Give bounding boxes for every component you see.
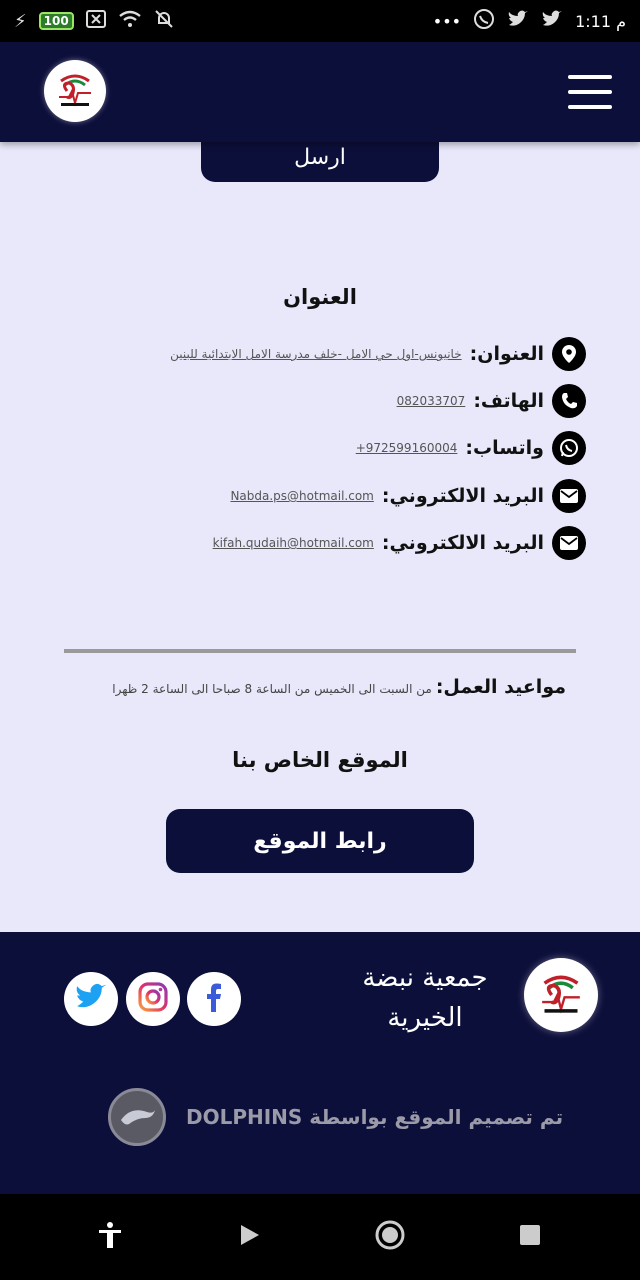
status-right <box>433 8 626 35</box>
mail-icon <box>552 526 586 560</box>
association-logo[interactable] <box>44 60 106 122</box>
email-link[interactable]: Nabda.ps@hotmail.com <box>230 489 374 503</box>
instagram-icon <box>137 981 169 1017</box>
accessibility-icon <box>97 1221 123 1253</box>
twitter-icon <box>74 983 108 1015</box>
contact-label: العنوان: <box>469 343 544 365</box>
clock: 1:11 م <box>575 11 626 31</box>
menu-line <box>568 105 612 109</box>
phone-link[interactable]: 082033707 <box>396 394 466 408</box>
accessibility-button[interactable] <box>85 1212 135 1262</box>
notifications-off-icon <box>154 9 174 34</box>
status-left <box>14 9 174 34</box>
footer <box>0 932 640 1194</box>
whatsapp-link[interactable]: +972599160004 <box>355 441 458 455</box>
twitter-notification-icon <box>507 10 529 33</box>
dolphins-logo <box>108 1088 166 1146</box>
facebook-icon <box>201 982 227 1016</box>
footer-logo <box>524 958 598 1032</box>
menu-line <box>568 75 612 79</box>
phone-icon <box>552 384 586 418</box>
email-link[interactable]: kifah.qudaih@hotmail.com <box>212 536 374 550</box>
mail-icon <box>552 479 586 513</box>
contact-label: الهاتف: <box>473 390 544 412</box>
instagram-button[interactable] <box>126 972 180 1026</box>
home-button[interactable] <box>365 1212 415 1262</box>
main-content <box>0 142 640 932</box>
website-link-button[interactable]: رابط الموقع <box>166 809 474 873</box>
more-notifications-indicator: ••• <box>432 11 462 31</box>
website-section-title: الموقع الخاص بنا <box>232 748 408 772</box>
play-triangle-icon <box>239 1223 261 1251</box>
twitter-notification-icon <box>541 10 563 33</box>
sim-off-icon <box>86 10 106 33</box>
contact-row-phone <box>397 383 586 419</box>
system-nav-bar <box>0 1194 640 1280</box>
working-hours-value: من السبت الى الخميس من الساعة 8 صباحا الى الساعة 2 ظهرا <box>112 682 432 696</box>
status-bar <box>0 0 640 42</box>
location-pin-icon <box>552 337 586 371</box>
section-divider <box>64 649 576 653</box>
contact-label: البريد الالكتروني: <box>381 532 544 554</box>
home-circle-icon <box>374 1219 406 1255</box>
menu-line <box>568 90 612 94</box>
whatsapp-notification-icon <box>473 8 495 35</box>
wifi-icon <box>118 10 142 33</box>
back-button[interactable] <box>225 1212 275 1262</box>
developer-credit-text: تم تصميم الموقع بواسطة DOLPHINS <box>186 1105 564 1129</box>
working-hours <box>112 676 566 698</box>
contact-row-address <box>170 336 586 372</box>
facebook-button[interactable] <box>187 972 241 1026</box>
twitter-button[interactable] <box>64 972 118 1026</box>
working-hours-label: مواعيد العمل: <box>435 676 566 698</box>
battery-indicator: 100 <box>39 12 74 30</box>
send-button[interactable]: ارسل <box>201 132 439 182</box>
footer-org-name: جمعية نبضة الخيرية <box>362 963 488 1033</box>
contact-row-email-1 <box>230 478 586 514</box>
app-header <box>0 42 640 142</box>
developer-credit <box>108 1088 563 1146</box>
contact-section-title: العنوان <box>283 285 357 309</box>
contact-row-email-2 <box>213 525 586 561</box>
contact-label: البريد الالكتروني: <box>381 485 544 507</box>
address-link[interactable]: خانيونس-اول حي الامل -خلف مدرسة الامل الابتدائية للبنين <box>170 347 462 361</box>
menu-button[interactable] <box>568 75 612 109</box>
square-icon <box>519 1224 541 1250</box>
contact-row-whatsapp <box>356 430 586 466</box>
contact-label: واتساب: <box>465 437 544 459</box>
whatsapp-icon <box>552 431 586 465</box>
recents-button[interactable] <box>505 1212 555 1262</box>
charging-icon: ⚡ <box>14 10 27 32</box>
